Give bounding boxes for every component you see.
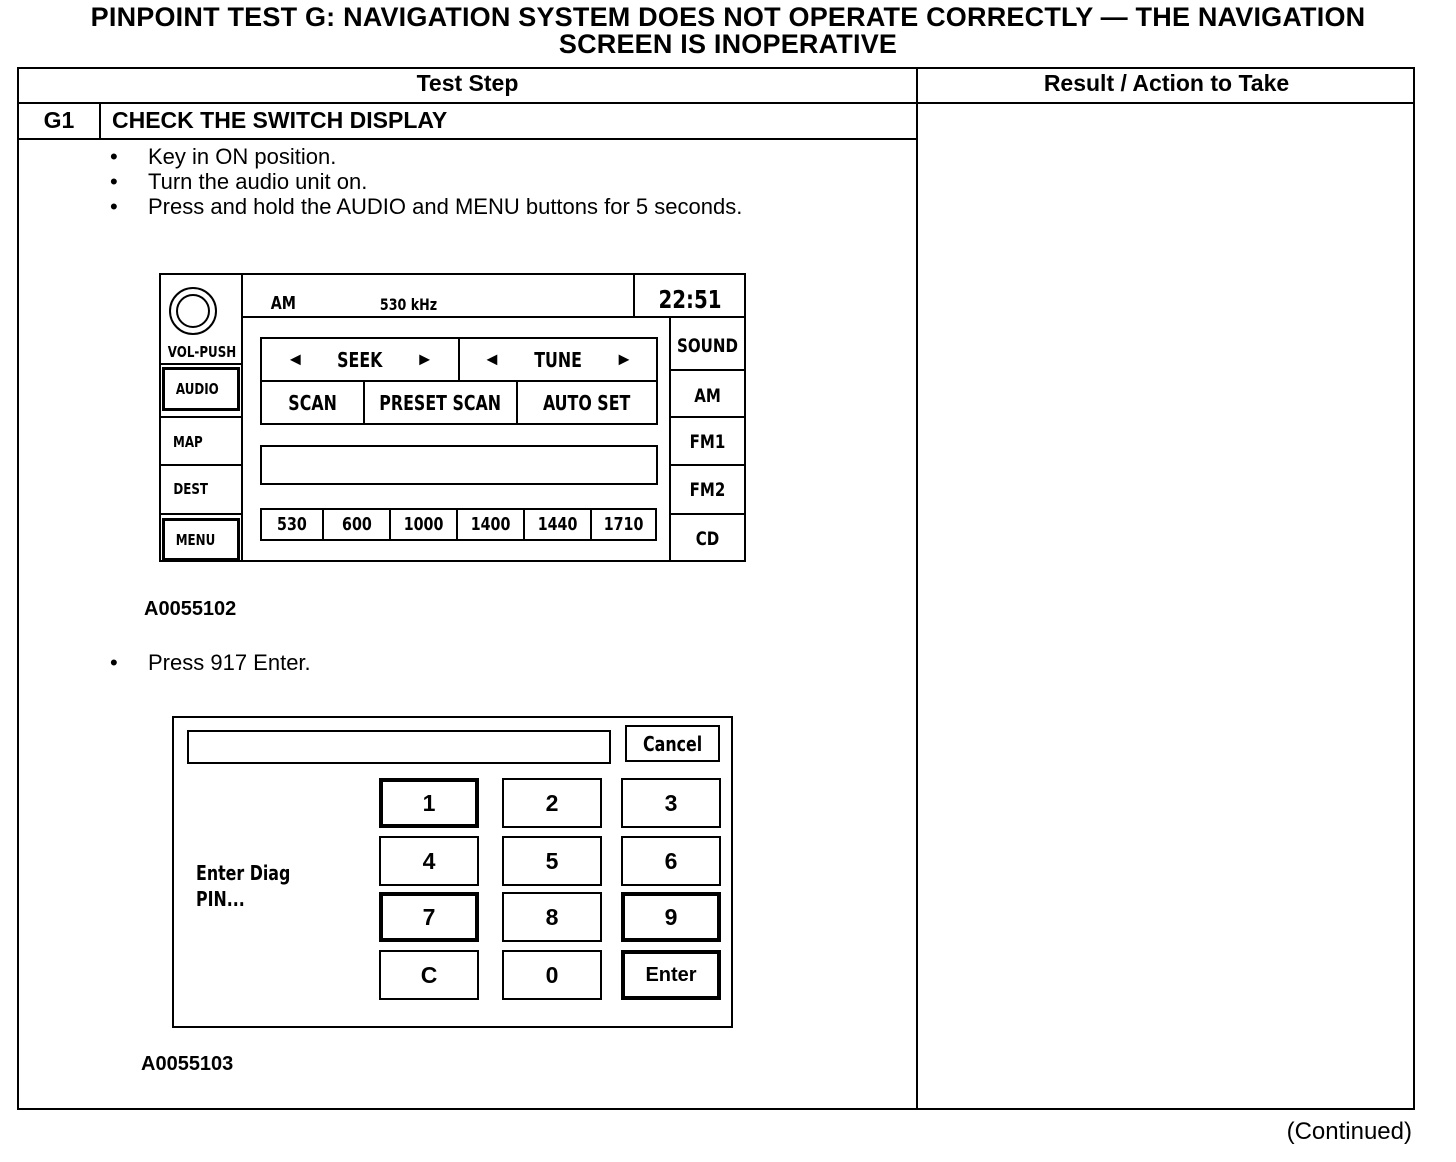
scan-button[interactable]: SCAN bbox=[260, 380, 365, 425]
seek-control[interactable]: ◄ SEEK ► bbox=[260, 337, 460, 382]
key-5[interactable]: 5 bbox=[502, 836, 602, 886]
preset-button[interactable]: 1440 bbox=[523, 508, 592, 541]
bullet-item: • Turn the audio unit on. bbox=[110, 169, 368, 194]
pin-keypad-figure bbox=[172, 716, 733, 1028]
key-2[interactable]: 2 bbox=[502, 778, 602, 828]
key-3[interactable]: 3 bbox=[621, 778, 721, 828]
volume-knob-icon[interactable] bbox=[167, 285, 219, 337]
key-9[interactable]: 9 bbox=[621, 892, 721, 942]
tune-control[interactable]: ◄ TUNE ► bbox=[458, 337, 658, 382]
key-7[interactable]: 7 bbox=[379, 892, 479, 942]
header-divider bbox=[17, 102, 1415, 104]
enter-button[interactable]: Enter bbox=[621, 950, 721, 1000]
key-6[interactable]: 6 bbox=[621, 836, 721, 886]
column-divider bbox=[916, 67, 918, 1110]
step-id-divider bbox=[99, 102, 101, 139]
key-0[interactable]: 0 bbox=[502, 950, 602, 1000]
step-divider bbox=[17, 138, 917, 140]
header-result: Result / Action to Take bbox=[1043, 70, 1290, 96]
seek-right-arrow-icon[interactable]: ► bbox=[415, 349, 434, 369]
audio-display-figure bbox=[159, 273, 746, 562]
pin-prompt: Enter Diag PIN... bbox=[196, 861, 291, 911]
station-display-field bbox=[260, 445, 658, 485]
bullet-item: • Key in ON position. bbox=[110, 144, 337, 169]
sound-button[interactable]: SOUND bbox=[677, 335, 738, 357]
map-button[interactable]: MAP bbox=[173, 433, 203, 451]
cancel-button[interactable]: Cancel bbox=[625, 725, 720, 762]
dest-button[interactable]: DEST bbox=[173, 480, 208, 498]
pin-input[interactable] bbox=[187, 730, 611, 764]
preset-button[interactable]: 600 bbox=[322, 508, 391, 541]
continued-note: (Continued) bbox=[1286, 1118, 1412, 1145]
menu-button[interactable]: MENU bbox=[162, 518, 240, 561]
figure-1-label: A0055102 bbox=[144, 598, 237, 620]
key-8[interactable]: 8 bbox=[502, 892, 602, 942]
title-line-2: SCREEN IS INOPERATIVE bbox=[558, 29, 898, 59]
figure-2-label: A0055103 bbox=[141, 1053, 234, 1075]
preset-button[interactable]: 530 bbox=[260, 508, 324, 541]
header-test-step: Test Step bbox=[416, 70, 519, 96]
title-line-1: PINPOINT TEST G: NAVIGATION SYSTEM DOES NOT OPERATE CORRECTLY — THE NAVIGATION bbox=[90, 2, 1366, 32]
cd-button[interactable]: CD bbox=[695, 528, 720, 550]
step-heading: CHECK THE SWITCH DISPLAY bbox=[112, 107, 448, 133]
key-clear[interactable]: C bbox=[379, 950, 479, 1000]
fm1-button[interactable]: FM1 bbox=[689, 431, 726, 453]
band-label: AM bbox=[270, 293, 296, 314]
key-4[interactable]: 4 bbox=[379, 836, 479, 886]
key-1[interactable]: 1 bbox=[379, 778, 479, 828]
fm2-button[interactable]: FM2 bbox=[689, 479, 726, 501]
page-title bbox=[20, 4, 1436, 58]
tune-left-arrow-icon[interactable]: ◄ bbox=[483, 349, 501, 369]
bullet-item: • Press and hold the AUDIO and MENU buttons for 5 seconds. bbox=[110, 194, 743, 219]
am-button[interactable]: AM bbox=[694, 385, 721, 407]
frequency-label: 530 kHz bbox=[379, 295, 438, 314]
seek-left-arrow-icon[interactable]: ◄ bbox=[286, 349, 305, 369]
preset-button[interactable]: 1000 bbox=[389, 508, 458, 541]
vol-push-label: VOL-PUSH bbox=[167, 343, 237, 361]
audio-button[interactable]: AUDIO bbox=[162, 367, 240, 411]
step-id: G1 bbox=[43, 107, 75, 133]
bullet-item: • Press 917 Enter. bbox=[110, 650, 311, 675]
preset-button[interactable]: 1400 bbox=[456, 508, 525, 541]
clock-label: 22:51 bbox=[658, 285, 722, 314]
preset-scan-button[interactable]: PRESET SCAN bbox=[363, 380, 518, 425]
auto-set-button[interactable]: AUTO SET bbox=[516, 380, 658, 425]
preset-button[interactable]: 1710 bbox=[590, 508, 657, 541]
tune-right-arrow-icon[interactable]: ► bbox=[615, 349, 633, 369]
